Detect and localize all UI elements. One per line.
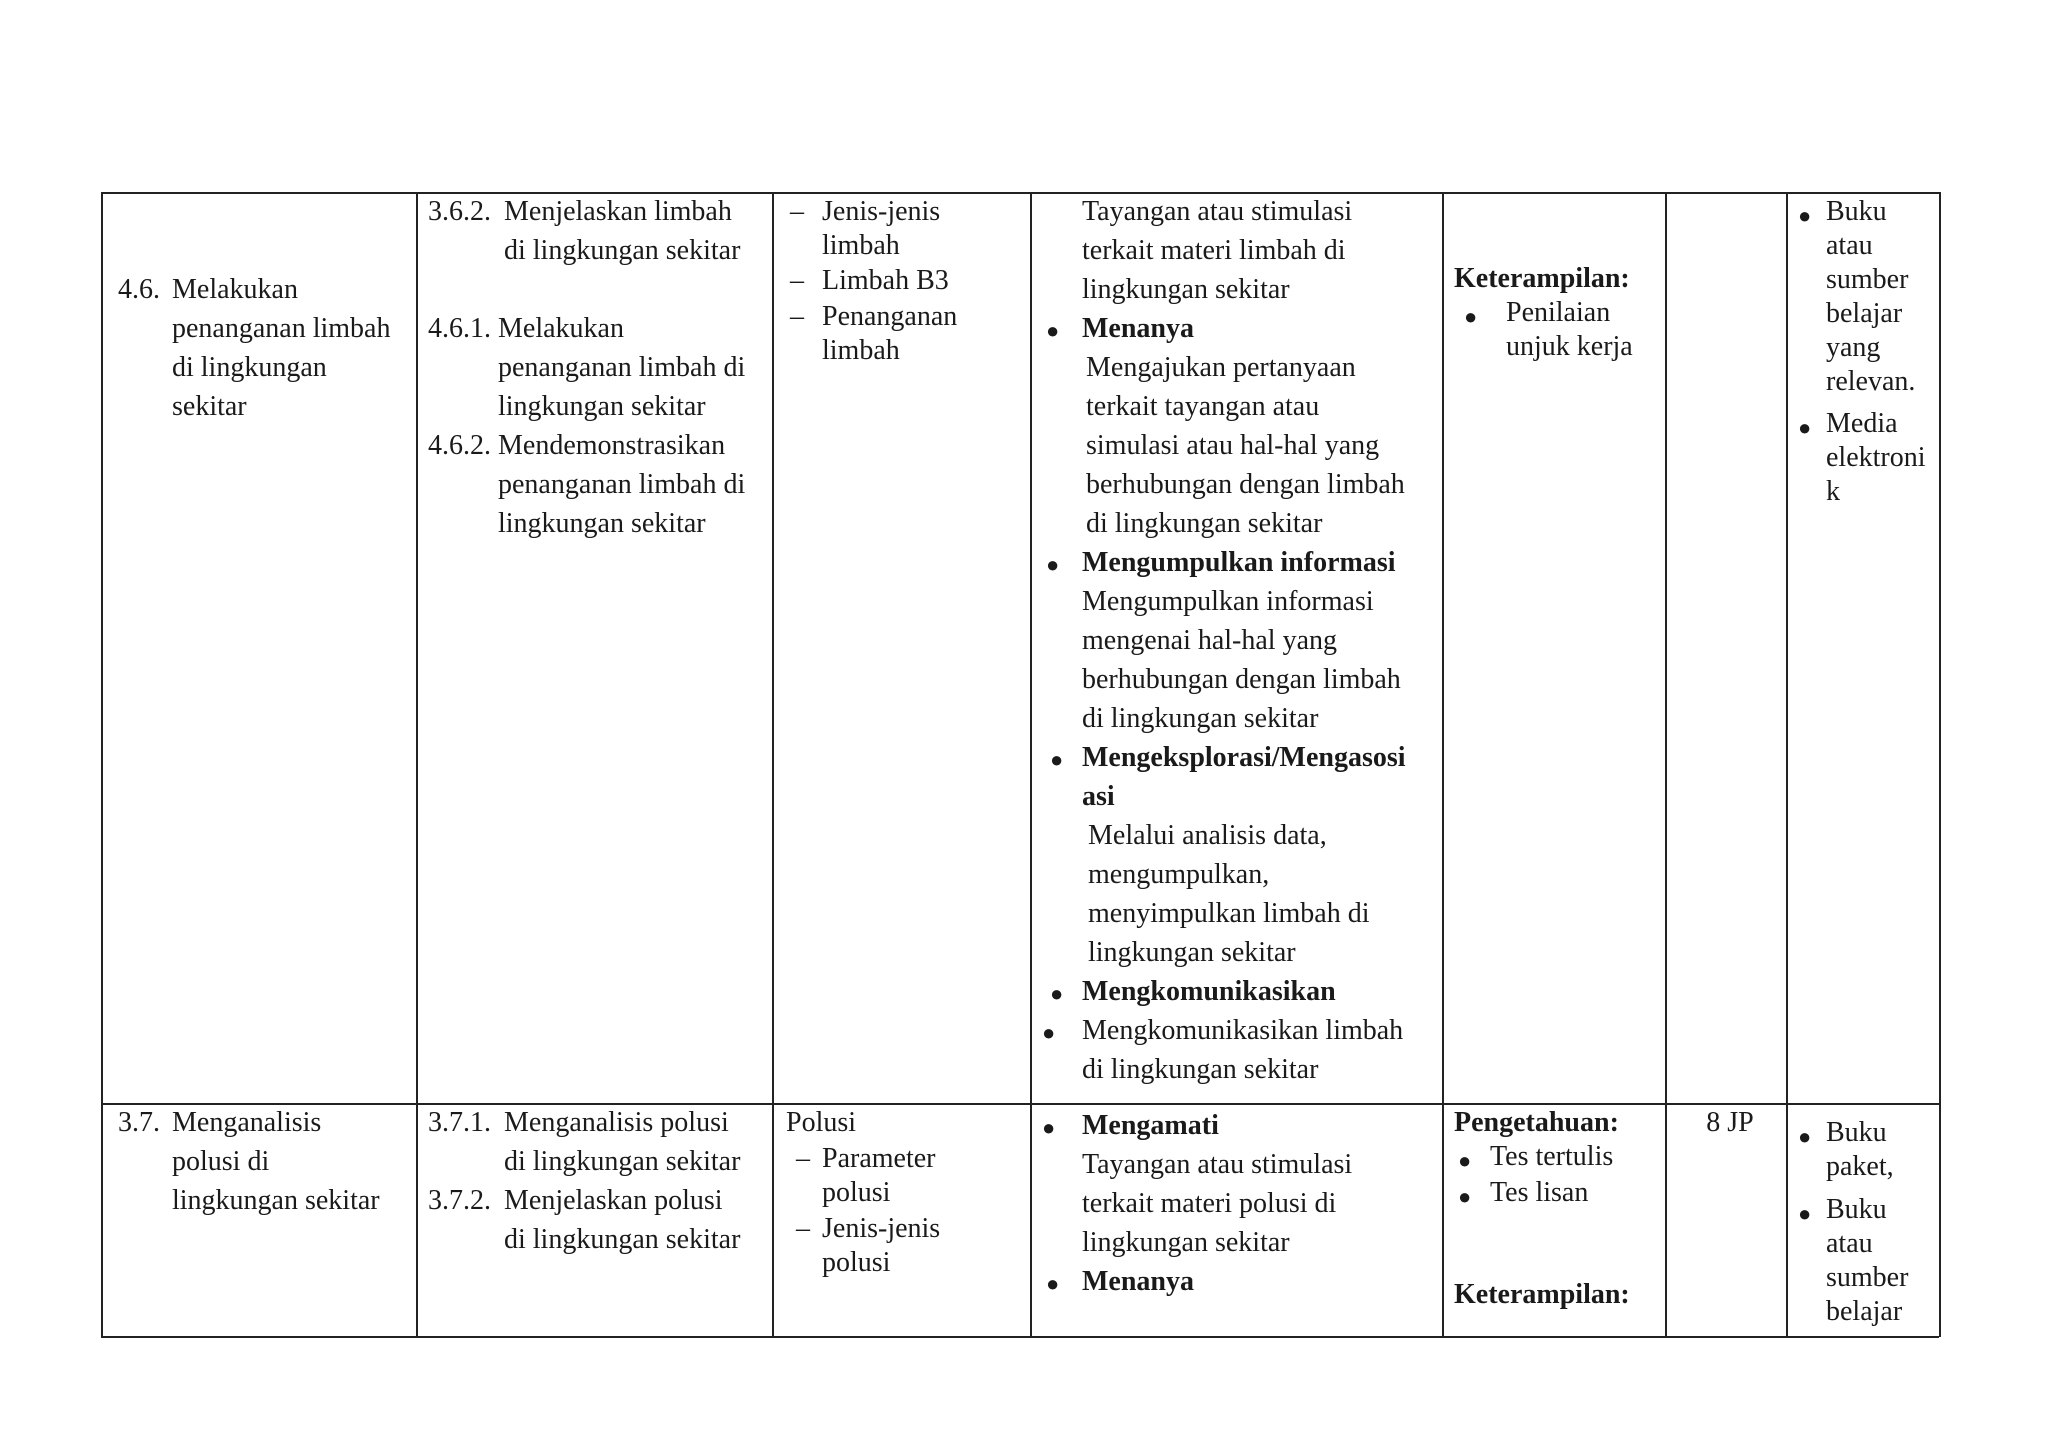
sumber-item: belajar <box>1826 1296 1903 1327</box>
bullet-icon: ● <box>1798 203 1812 228</box>
kegiatan-line: terkait materi polusi di <box>1082 1188 1337 1219</box>
kegiatan-step-title: Mengamati <box>1082 1110 1219 1141</box>
sumber-item: k <box>1826 476 1840 507</box>
kegiatan-step-title: Mengeksplorasi/Mengasosi <box>1082 742 1406 773</box>
indikator-line: lingkungan sekitar <box>498 508 706 539</box>
column-divider <box>1786 192 1788 1337</box>
indikator-line: Menjelaskan polusi <box>504 1185 723 1216</box>
indikator-number: 3.7.1. <box>428 1107 491 1138</box>
bullet-icon: ● <box>1458 1148 1472 1173</box>
kegiatan-line: berhubungan dengan limbah <box>1082 664 1401 695</box>
sumber-item: Buku <box>1826 1117 1887 1148</box>
kegiatan-line: di lingkungan sekitar <box>1086 508 1323 539</box>
kegiatan-line: Tayangan atau stimulasi <box>1082 1149 1353 1180</box>
kegiatan-line: lingkungan sekitar <box>1088 937 1296 968</box>
alokasi-cell <box>1677 1103 1783 1142</box>
indikator-line: di lingkungan sekitar <box>504 1224 741 1255</box>
kd-number: 3.7. <box>118 1107 160 1138</box>
materi-item: limbah <box>822 335 900 366</box>
kd-line: penanganan limbah <box>172 313 391 344</box>
kegiatan-line: Mengumpulkan informasi <box>1082 586 1374 617</box>
kegiatan-line: Melalui analisis data, <box>1088 820 1327 851</box>
materi-item: Parameter <box>822 1143 936 1174</box>
bullet-icon: ● <box>1046 318 1060 343</box>
kegiatan-step-title: Mengumpulkan informasi <box>1082 547 1396 578</box>
indikator-line: di lingkungan sekitar <box>504 1146 741 1177</box>
materi-item: Limbah B3 <box>822 265 949 296</box>
row-divider <box>101 1103 1939 1105</box>
sumber-item: atau <box>1826 230 1873 261</box>
dash-bullet: – <box>790 301 804 332</box>
kd-line: sekitar <box>172 391 247 422</box>
bullet-icon: ● <box>1042 1020 1056 1045</box>
sumber-item: relevan. <box>1826 366 1916 397</box>
sumber-item: Media <box>1826 408 1898 439</box>
bullet-icon: ● <box>1458 1184 1472 1209</box>
table-border-bottom <box>101 1336 1939 1338</box>
kegiatan-line: terkait materi limbah di <box>1082 235 1346 266</box>
indikator-line: di lingkungan sekitar <box>504 235 741 266</box>
materi-item: Jenis-jenis <box>822 1213 941 1244</box>
sumber-item: Buku <box>1826 1194 1887 1225</box>
kd-line: Menganalisis <box>172 1107 322 1138</box>
bullet-icon: ● <box>1798 415 1812 440</box>
indikator-line: lingkungan sekitar <box>498 391 706 422</box>
indikator-number: 4.6.1. <box>428 313 491 344</box>
penilaian-item: Tes lisan <box>1490 1177 1589 1208</box>
sumber-item: belajar <box>1826 298 1903 329</box>
kd-line: lingkungan sekitar <box>172 1185 380 1216</box>
indikator-line: Menjelaskan limbah <box>504 196 732 227</box>
column-divider <box>416 192 418 1337</box>
bullet-icon: ● <box>1464 304 1478 329</box>
penilaian-heading: Keterampilan: <box>1454 1279 1630 1310</box>
sumber-item: Buku <box>1826 196 1887 227</box>
dash-bullet: – <box>790 265 804 296</box>
sumber-item: sumber <box>1826 1262 1909 1293</box>
kegiatan-line: Mengajukan pertanyaan <box>1086 352 1356 383</box>
dash-bullet: – <box>796 1143 810 1174</box>
materi-item: polusi <box>822 1177 891 1208</box>
penilaian-item: Penilaian <box>1506 297 1611 328</box>
bullet-icon: ● <box>1798 1124 1812 1149</box>
kegiatan-line: Tayangan atau stimulasi <box>1082 196 1353 227</box>
materi-item: Jenis-jenis <box>822 196 941 227</box>
bullet-icon: ● <box>1042 1115 1056 1140</box>
column-divider <box>1665 192 1667 1337</box>
column-divider <box>1030 192 1032 1337</box>
materi-item: polusi <box>822 1247 891 1278</box>
indikator-line: Mendemonstrasikan <box>498 430 726 461</box>
kegiatan-line: Mengkomunikasikan limbah <box>1082 1015 1404 1046</box>
penilaian-item: Tes tertulis <box>1490 1141 1614 1172</box>
indikator-line: penanganan limbah di <box>498 352 746 383</box>
column-divider <box>1939 192 1941 1337</box>
dash-bullet: – <box>796 1213 810 1244</box>
indikator-line: penanganan limbah di <box>498 469 746 500</box>
indikator-line: Melakukan <box>498 313 624 344</box>
materi-item: Penanganan <box>822 301 958 332</box>
kegiatan-line: terkait tayangan atau <box>1086 391 1320 422</box>
kegiatan-line: mengenai hal-hal yang <box>1082 625 1338 656</box>
kd-number: 4.6. <box>118 274 160 305</box>
indikator-number: 3.7.2. <box>428 1185 491 1216</box>
alokasi-value: 8 JP <box>1706 1107 1754 1138</box>
kegiatan-line: lingkungan sekitar <box>1082 1227 1290 1258</box>
bullet-icon: ● <box>1050 747 1064 772</box>
bullet-icon: ● <box>1046 552 1060 577</box>
bullet-icon: ● <box>1050 981 1064 1006</box>
kegiatan-step-title: Menanya <box>1082 313 1194 344</box>
dash-bullet: – <box>790 196 804 227</box>
column-divider <box>1442 192 1444 1337</box>
sumber-item: sumber <box>1826 264 1909 295</box>
kd-line: di lingkungan <box>172 352 327 383</box>
sumber-item: paket, <box>1826 1151 1894 1182</box>
kegiatan-line: mengumpulkan, <box>1088 859 1270 890</box>
indikator-number: 3.6.2. <box>428 196 491 227</box>
kegiatan-step-title: Mengkomunikasikan <box>1082 976 1336 1007</box>
bullet-icon: ● <box>1798 1201 1812 1226</box>
penilaian-heading: Keterampilan: <box>1454 263 1630 294</box>
table-border-top <box>101 192 1939 194</box>
sumber-item: yang <box>1826 332 1881 363</box>
kegiatan-step-title: Menanya <box>1082 1266 1194 1297</box>
kegiatan-line: di lingkungan sekitar <box>1082 703 1319 734</box>
sumber-item: elektroni <box>1826 442 1926 473</box>
materi-item: limbah <box>822 230 900 261</box>
kegiatan-line: lingkungan sekitar <box>1082 274 1290 305</box>
column-divider <box>772 192 774 1337</box>
indikator-number: 4.6.2. <box>428 430 491 461</box>
column-divider <box>101 192 103 1337</box>
kd-line: Melakukan <box>172 274 298 305</box>
penilaian-item: unjuk kerja <box>1506 331 1633 362</box>
materi-heading: Polusi <box>786 1107 857 1138</box>
kegiatan-line: di lingkungan sekitar <box>1082 1054 1319 1085</box>
kd-line: polusi di <box>172 1146 270 1177</box>
kegiatan-line: berhubungan dengan limbah <box>1086 469 1405 500</box>
penilaian-heading: Pengetahuan: <box>1454 1107 1619 1138</box>
bullet-icon: ● <box>1046 1271 1060 1296</box>
sumber-item: atau <box>1826 1228 1873 1259</box>
kegiatan-step-title: asi <box>1082 781 1115 812</box>
indikator-line: Menganalisis polusi <box>504 1107 729 1138</box>
kegiatan-line: menyimpulkan limbah di <box>1088 898 1370 929</box>
kegiatan-line: simulasi atau hal-hal yang <box>1086 430 1380 461</box>
